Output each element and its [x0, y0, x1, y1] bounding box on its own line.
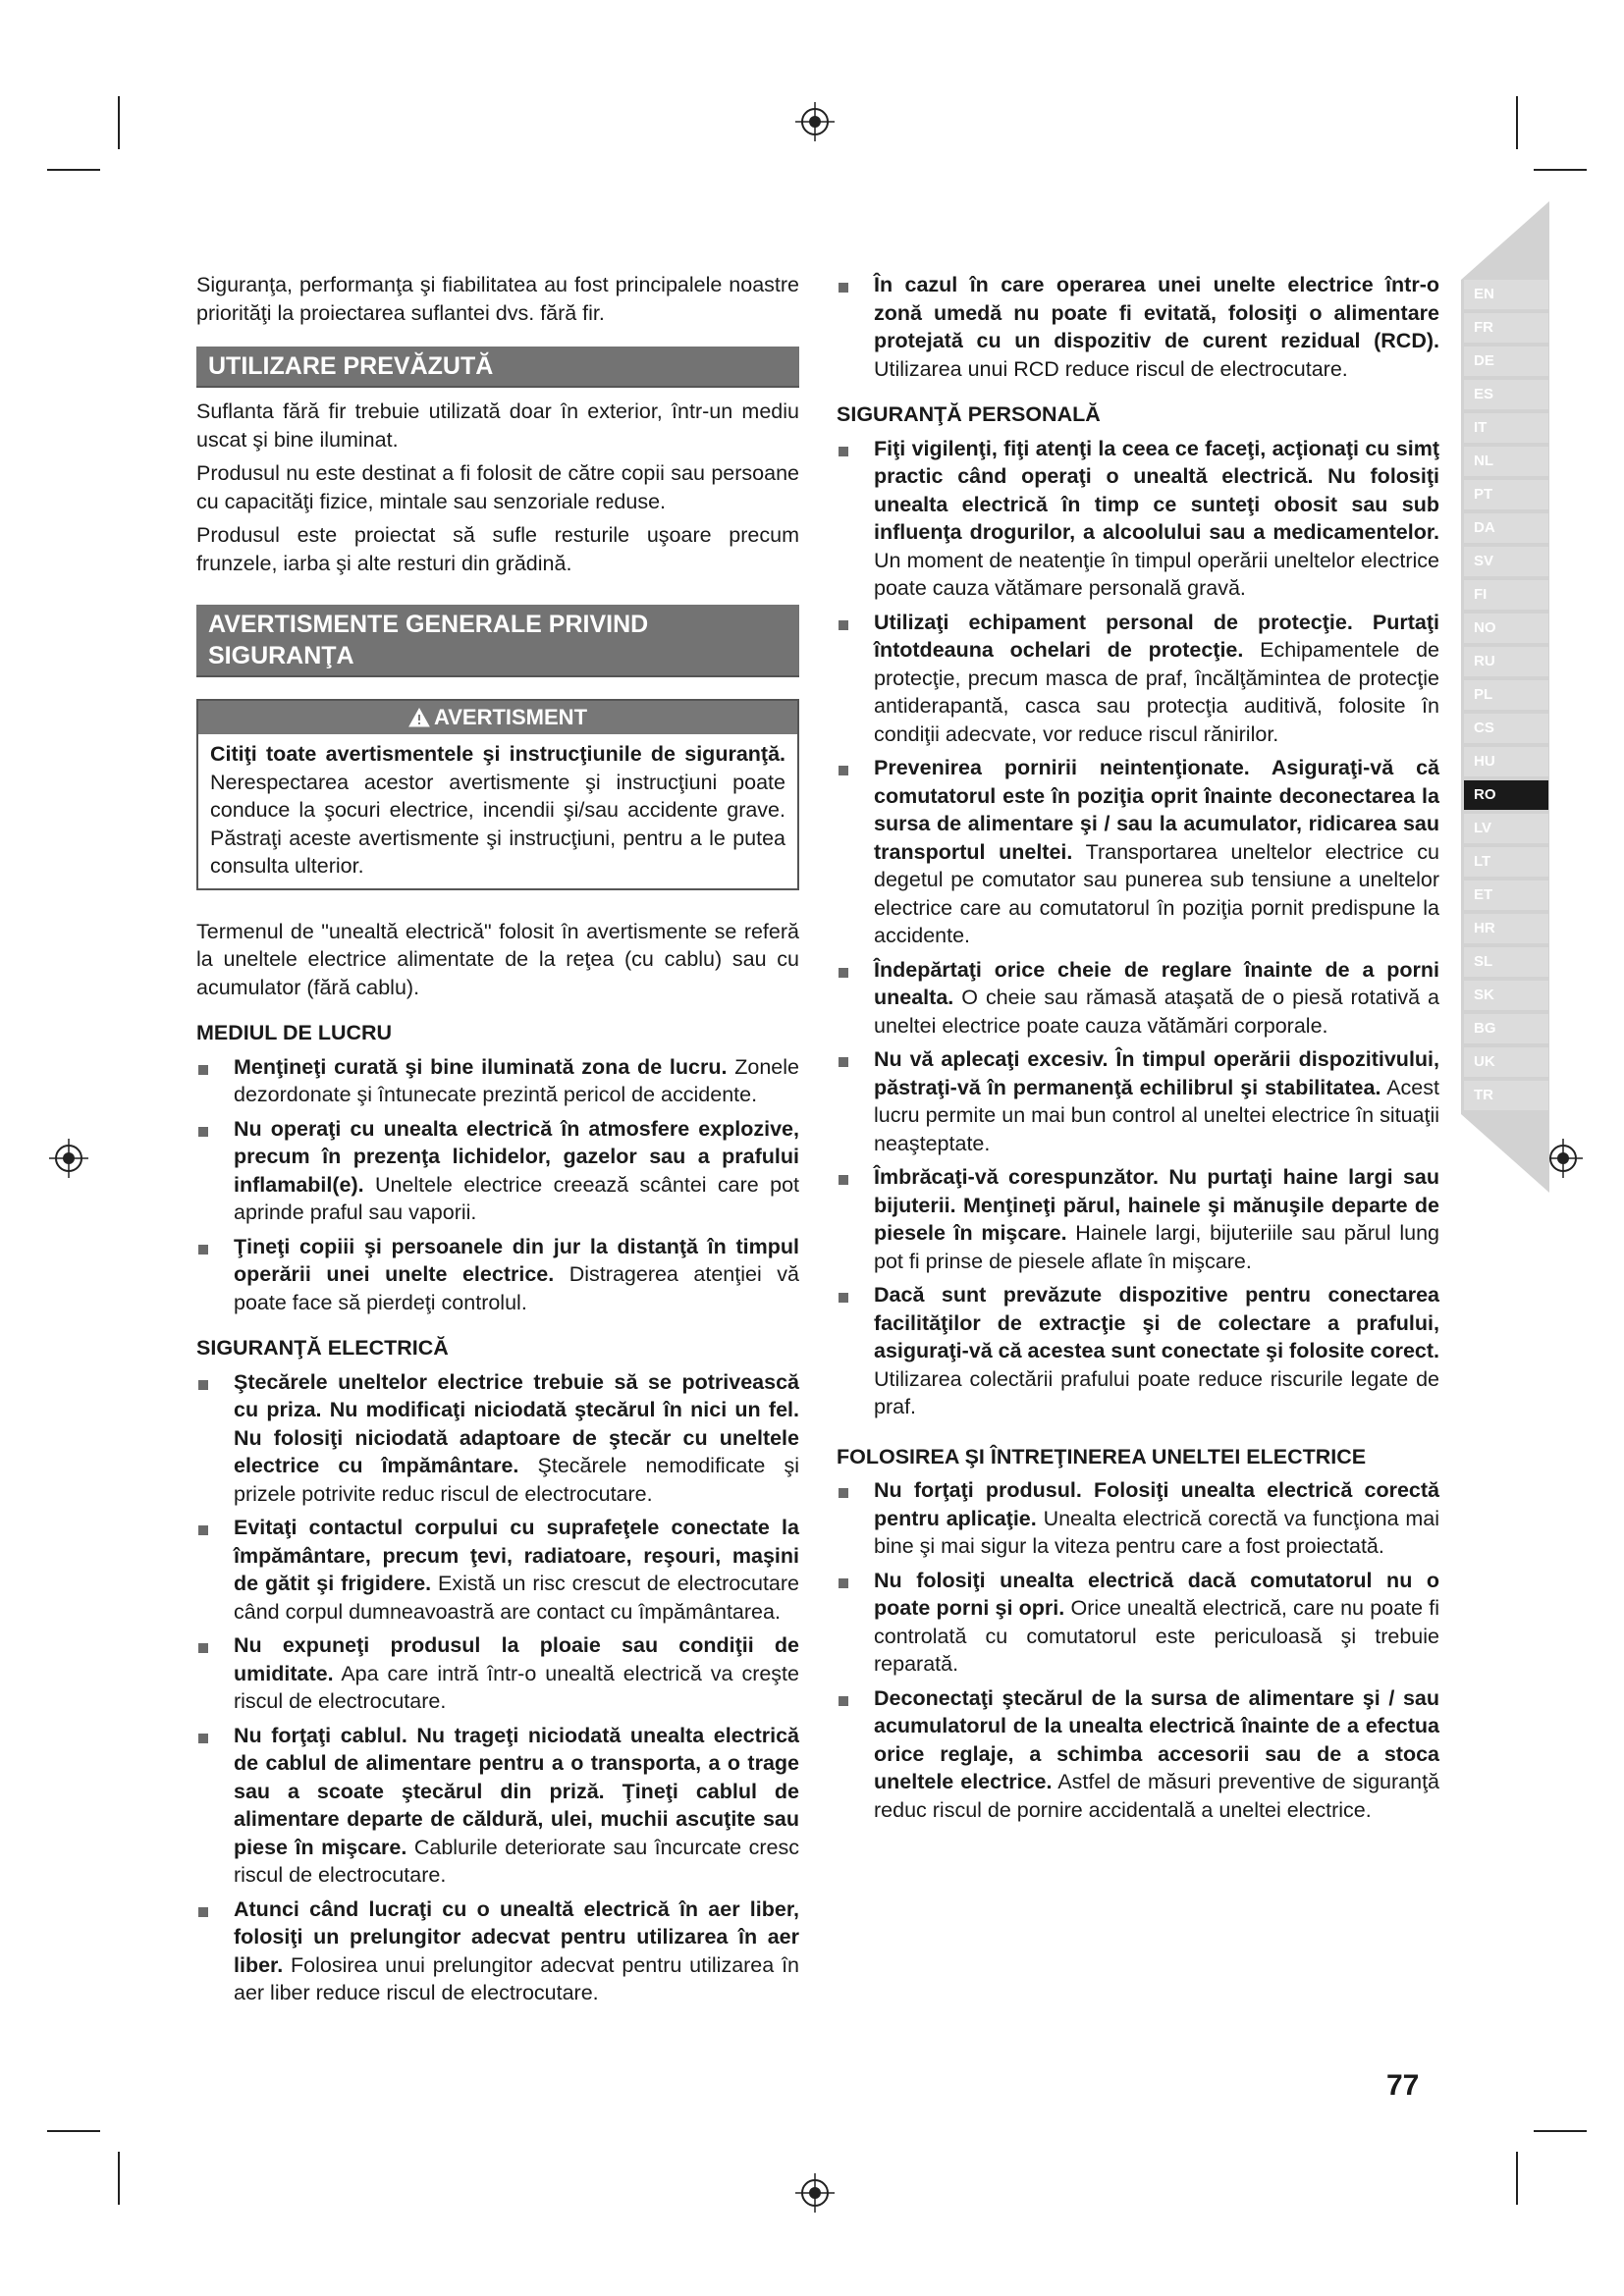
language-tab-sv[interactable]: SV: [1464, 547, 1548, 576]
page-number: 77: [1386, 2069, 1420, 2102]
list-item-text: Orice unealtă electrică, care nu poate fi controlată cu comutatorul este periculoasă şi trebuie reparată.: [874, 1596, 1439, 1676]
list-item-text: Astfel de măsuri preventive de siguranţă reduc riscul de pornire accidentală a uneltei electrice.: [874, 1770, 1439, 1822]
list-item-bold: Utilizaţi echipament personal de protecţie. Purtaţi întotdeauna ochelari de protecţie.: [874, 610, 1439, 662]
warning-text: Nerespectarea acestor avertismente şi instrucţiuni poate conduce la şocuri electrice, incendii şi/sau accidente grave. Păstraţi aceste avertismente şi instrucţiuni, pentru a le putea consulta ulterior.: [210, 770, 785, 878]
crop-mark: [1534, 2130, 1587, 2132]
crop-mark: [1516, 2152, 1518, 2205]
list-item-text: Echipamentele de protecţie, precum masca de praf, încălţămintea de protecţie antiderapantă, casca sau protecţia auditivă, folosite în condiţii adecvate, vor reduce riscul rănirilor.: [874, 638, 1439, 746]
language-tab-fr[interactable]: FR: [1464, 313, 1548, 343]
list-item-text: Un moment de neatenţie în timpul operării uneltelor electrice poate cauza vătămare personală gravă.: [874, 548, 1439, 600]
crop-mark: [118, 2152, 120, 2205]
list-item-text: Utilizarea unui RCD reduce riscul de electrocutare.: [874, 356, 1348, 381]
list-item-bold: Menţineţi curată şi bine iluminată zona de lucru.: [234, 1054, 728, 1079]
language-tab-pl[interactable]: PL: [1464, 680, 1548, 710]
list-item-text: Zonele dezordonate şi întunecate prezintă pericol de accidente.: [234, 1054, 799, 1106]
language-tab-ro[interactable]: RO: [1464, 780, 1548, 810]
language-tab-cs[interactable]: CS: [1464, 714, 1548, 743]
list-item-text: Există un risc crescut de electrocutare când corpul dumneavoastră are contact cu împământarea.: [234, 1572, 799, 1624]
subheading-tool-use: FOLOSIREA ŞI ÎNTREŢINEREA UNELTEI ELECTRICE: [837, 1444, 1367, 1468]
crop-mark: [1516, 96, 1518, 149]
list-item-bold: Îmbrăcaţi-vă corespunzător. Nu purtaţi haine largi sau bijuterii. Menţineţi părul, hainele şi mănuşile departe de piesele în mişcare.: [874, 1165, 1439, 1245]
list-item-bold: Nu forţaţi produsul. Folosiţi unealta electrică corectă pentru aplicaţie.: [874, 1478, 1439, 1530]
language-tab-da[interactable]: DA: [1464, 513, 1548, 543]
subheading-work-area: MEDIUL DE LUCRU: [196, 1021, 393, 1044]
registration-mark-icon: [49, 1139, 88, 1178]
language-tab-lv[interactable]: LV: [1464, 814, 1548, 843]
list-item-bold: Deconectaţi ştecărul de la sursa de alimentare şi / sau acumulatorul de la unealta electrică înainte de a efectua orice reglaje, a schimba accesorii sau de a stoca uneltele electrice.: [874, 1685, 1439, 1793]
language-tab-list: [1464, 280, 1548, 1114]
subheading-personal-safety: SIGURANŢĂ PERSONALĂ: [837, 402, 1101, 426]
list-item-bold: Atunci când lucraţi cu o unealtă electrică în aer liber, folosiţi un prelungitor adecvat pentru utilizarea în aer liber.: [234, 1896, 799, 1977]
right-column: [837, 271, 1439, 1830]
language-tab-ru[interactable]: RU: [1464, 647, 1548, 676]
list-item-bold: Evitaţi contactul corpului cu suprafeţele conectate la împământare, precum ţevi, radiatoare, reşouri, maşini de gătit şi frigidere.: [234, 1516, 799, 1595]
language-tab-lt[interactable]: LT: [1464, 847, 1548, 877]
list-item: [837, 609, 1439, 749]
language-tab-pt[interactable]: PT: [1464, 480, 1548, 509]
section-heading-intended-use: UTILIZARE PREVĂZUTĂ: [196, 347, 799, 388]
electrical-safety-list-left: [196, 1368, 799, 2007]
warning-bold-text: Citiţi toate avertismentele şi instrucţiunile de siguranţă.: [210, 742, 785, 766]
list-item: [196, 1631, 799, 1716]
section-heading-general-warnings: AVERTISMENTE GENERALE PRIVIND SIGURANŢA: [196, 605, 799, 677]
language-tab-hr[interactable]: HR: [1464, 914, 1548, 943]
list-item-bold: Dacă sunt prevăzute dispozitive pentru conectarea facilităţilor de extracţie şi de colectare a prafului, asiguraţi-vă că acestea sunt conectate şi folosite corect.: [874, 1283, 1439, 1362]
list-item-text: Apa care intră într-o unealtă electrică va creşte riscul de electrocutare.: [234, 1661, 799, 1713]
list-item: [837, 1045, 1439, 1157]
language-tab-fi[interactable]: FI: [1464, 580, 1548, 610]
list-item: [837, 1281, 1439, 1421]
crop-mark: [1534, 169, 1587, 171]
list-item-bold: Nu vă aplecaţi excesiv. În timpul operării dispozitivului, păstraţi-vă în permanenţă echilibrul şi stabilitatea.: [874, 1047, 1439, 1099]
list-item-text: Distragerea atenţiei vă poate face să pierdeţi controlul.: [234, 1262, 799, 1314]
registration-mark-icon: [795, 2173, 835, 2213]
language-tab-uk[interactable]: UK: [1464, 1047, 1548, 1077]
list-item-text: O cheie sau rămasă ataşată de o piesă rotativă a uneltei electrice poate cauza vătămări corporale.: [874, 986, 1439, 1038]
work-area-list: [196, 1053, 799, 1317]
list-item: [196, 1233, 799, 1317]
registration-mark-icon: [1543, 1139, 1583, 1178]
list-item-bold: Nu folosiţi unealta electrică dacă comutatorul nu o poate porni şi opri.: [874, 1568, 1439, 1620]
list-item-bold: Ţineţi copiii şi persoanele din jur la distanţă în timpul operării unei unelte electrice.: [234, 1234, 799, 1286]
list-item-text: Transportarea uneltelor electrice cu degetul pe comutator sau punerea sub tensiune a uneltelor electrice care au comutatorul în poziţia pornit predispune la accidente.: [874, 839, 1439, 947]
list-item: [837, 1163, 1439, 1275]
list-item-bold: Prevenirea pornirii neintenţionate. Asiguraţi-vă că comutatorul este în poziţia oprit înainte deconectarea la sursa de alimentare şi / sau la acumulator, ridicarea sau transportul uneltei.: [874, 756, 1439, 864]
warning-box: [196, 699, 799, 890]
list-item: [837, 956, 1439, 1041]
list-item: [837, 435, 1439, 603]
list-item: [837, 1684, 1439, 1825]
term-paragraph: Termenul de "unealtă electrică" folosit în avertismente se referă la uneltele electrice alimentate de la reţea (cu cablu) sau cu acumulator (fără cablu).: [196, 919, 799, 999]
left-column: [196, 271, 799, 2013]
list-item-bold: Fiţi vigilenţi, fiţi atenţi la ceea ce faceţi, acţionaţi cu simţ practic când operaţi o unealtă electrică. Nu folosiţi unealta electrică în timp ce sunteţi obosit sau sub influenţa drogurilor, a alcoolului sau a medicamentelor.: [874, 436, 1439, 544]
language-tab-sl[interactable]: SL: [1464, 947, 1548, 977]
paragraph: Suflanta fără fir trebuie utilizată doar în exterior, într-un mediu uscat şi bine iluminat.: [196, 400, 799, 452]
list-item: [196, 1514, 799, 1626]
list-item-text: Utilizarea colectării prafului poate reduce riscurile legate de praf.: [874, 1366, 1439, 1418]
list-item-text: Folosirea unui prelungitor adecvat pentru utilizarea în aer liber reduce riscul de electrocutare.: [234, 1952, 799, 2004]
list-item: [196, 1722, 799, 1890]
list-item-text: Unealta electrică corectă va funcţiona mai bine şi mai sigur la viteza pentru care a fost proiectată.: [874, 1506, 1439, 1558]
warning-triangle-icon: [408, 708, 430, 727]
list-item: [196, 1896, 799, 2007]
list-item: [196, 1053, 799, 1109]
registration-mark-icon: [795, 102, 835, 141]
language-tab-et[interactable]: ET: [1464, 881, 1548, 910]
list-item-text: Acest lucru permite un mai bun control al uneltei electrice în situaţii neaşteptate.: [874, 1075, 1440, 1155]
list-item-bold: Îndepărtaţi orice cheie de reglare înainte de a porni unealta.: [874, 957, 1439, 1009]
list-item-bold: Nu operaţi cu unealta electrică în atmosfere explozive, precum în prezenţa lichidelor, gazelor sau a prafului inflamabil(e).: [234, 1116, 799, 1197]
language-tab-it[interactable]: IT: [1464, 413, 1548, 443]
paragraph: Produsul este proiectat să sufle resturile uşoare precum frunzele, iarba şi alte resturi din grădină.: [196, 523, 799, 575]
list-item-bold: În cazul în care operarea unei unelte electrice într-o zonă umedă nu poate fi evitată, folosiţi o alimentare protejată cu un dispozitiv de curent rezidual (RCD).: [874, 273, 1439, 352]
personal-safety-list: [837, 435, 1439, 1421]
tool-use-list: [837, 1476, 1439, 1824]
paragraph: Produsul nu este destinat a fi folosit de către copii sau persoane cu capacităţi fizice, mintale sau senzoriale reduse.: [196, 461, 799, 513]
list-item-text: Ştecărele nemodificate şi prizele potrivite reduc riscul de electrocutare.: [234, 1454, 799, 1506]
language-tab-hu[interactable]: HU: [1464, 747, 1548, 776]
crop-mark: [47, 2130, 100, 2132]
crop-mark: [118, 96, 120, 149]
warning-box-title: AVERTISMENT: [433, 705, 588, 729]
list-item-bold: Nu forţaţi cablul. Nu trageţi niciodată unealta electrică de cablul de alimentare pentru a o transporta, a o trage sau a scoate ştecărul din priză. Ţineţi cablul de alimentare departe de căldură, ulei, muchii ascuţite sau piese în mişcare.: [234, 1723, 799, 1859]
list-item-text: Hainele largi, bijuteriile sau părul lung pot fi prinse de piesele aflate în mişcare.: [874, 1221, 1439, 1273]
crop-mark: [47, 169, 100, 171]
list-item: [196, 1368, 799, 1509]
language-tab-es[interactable]: ES: [1464, 380, 1548, 409]
language-tab-de[interactable]: DE: [1464, 347, 1548, 376]
language-tab-tr[interactable]: TR: [1464, 1081, 1548, 1110]
electrical-safety-list-right: [837, 271, 1439, 383]
list-item: [837, 1567, 1439, 1679]
subheading-electrical-safety: SIGURANŢĂ ELECTRICĂ: [196, 1336, 449, 1360]
list-item-bold: Ştecărele uneltelor electrice trebuie să se potrivească cu priza. Nu modificaţi niciodată ştecărul în nici un fel. Nu folosiţi niciodată adaptoare de ştecăr cu uneltele electrice cu împământare.: [234, 1369, 799, 1477]
language-tab-sk[interactable]: SK: [1464, 981, 1548, 1010]
list-item: [196, 1115, 799, 1227]
warning-box-header: [198, 701, 797, 734]
list-item-bold: Nu expuneţi produsul la ploaie sau condiţii de umiditate.: [234, 1633, 799, 1685]
language-tab-bg[interactable]: BG: [1464, 1014, 1548, 1043]
language-tab-no[interactable]: NO: [1464, 614, 1548, 643]
intro-paragraph: Siguranţa, performanţa şi fiabilitatea au fost principalele noastre priorităţi la proiectarea suflantei dvs. fără fir.: [196, 273, 799, 325]
list-item-text: Uneltele electrice creează scântei care pot aprinde praful sau vaporii.: [234, 1172, 799, 1224]
warning-box-body: [198, 734, 797, 888]
list-item: [837, 1476, 1439, 1561]
list-item: [837, 271, 1439, 383]
list-item: [837, 754, 1439, 950]
language-tab-en[interactable]: EN: [1464, 280, 1548, 309]
language-tab-nl[interactable]: NL: [1464, 447, 1548, 476]
list-item-text: Cablurile deteriorate sau încurcate cresc riscul de electrocutare.: [234, 1835, 799, 1887]
